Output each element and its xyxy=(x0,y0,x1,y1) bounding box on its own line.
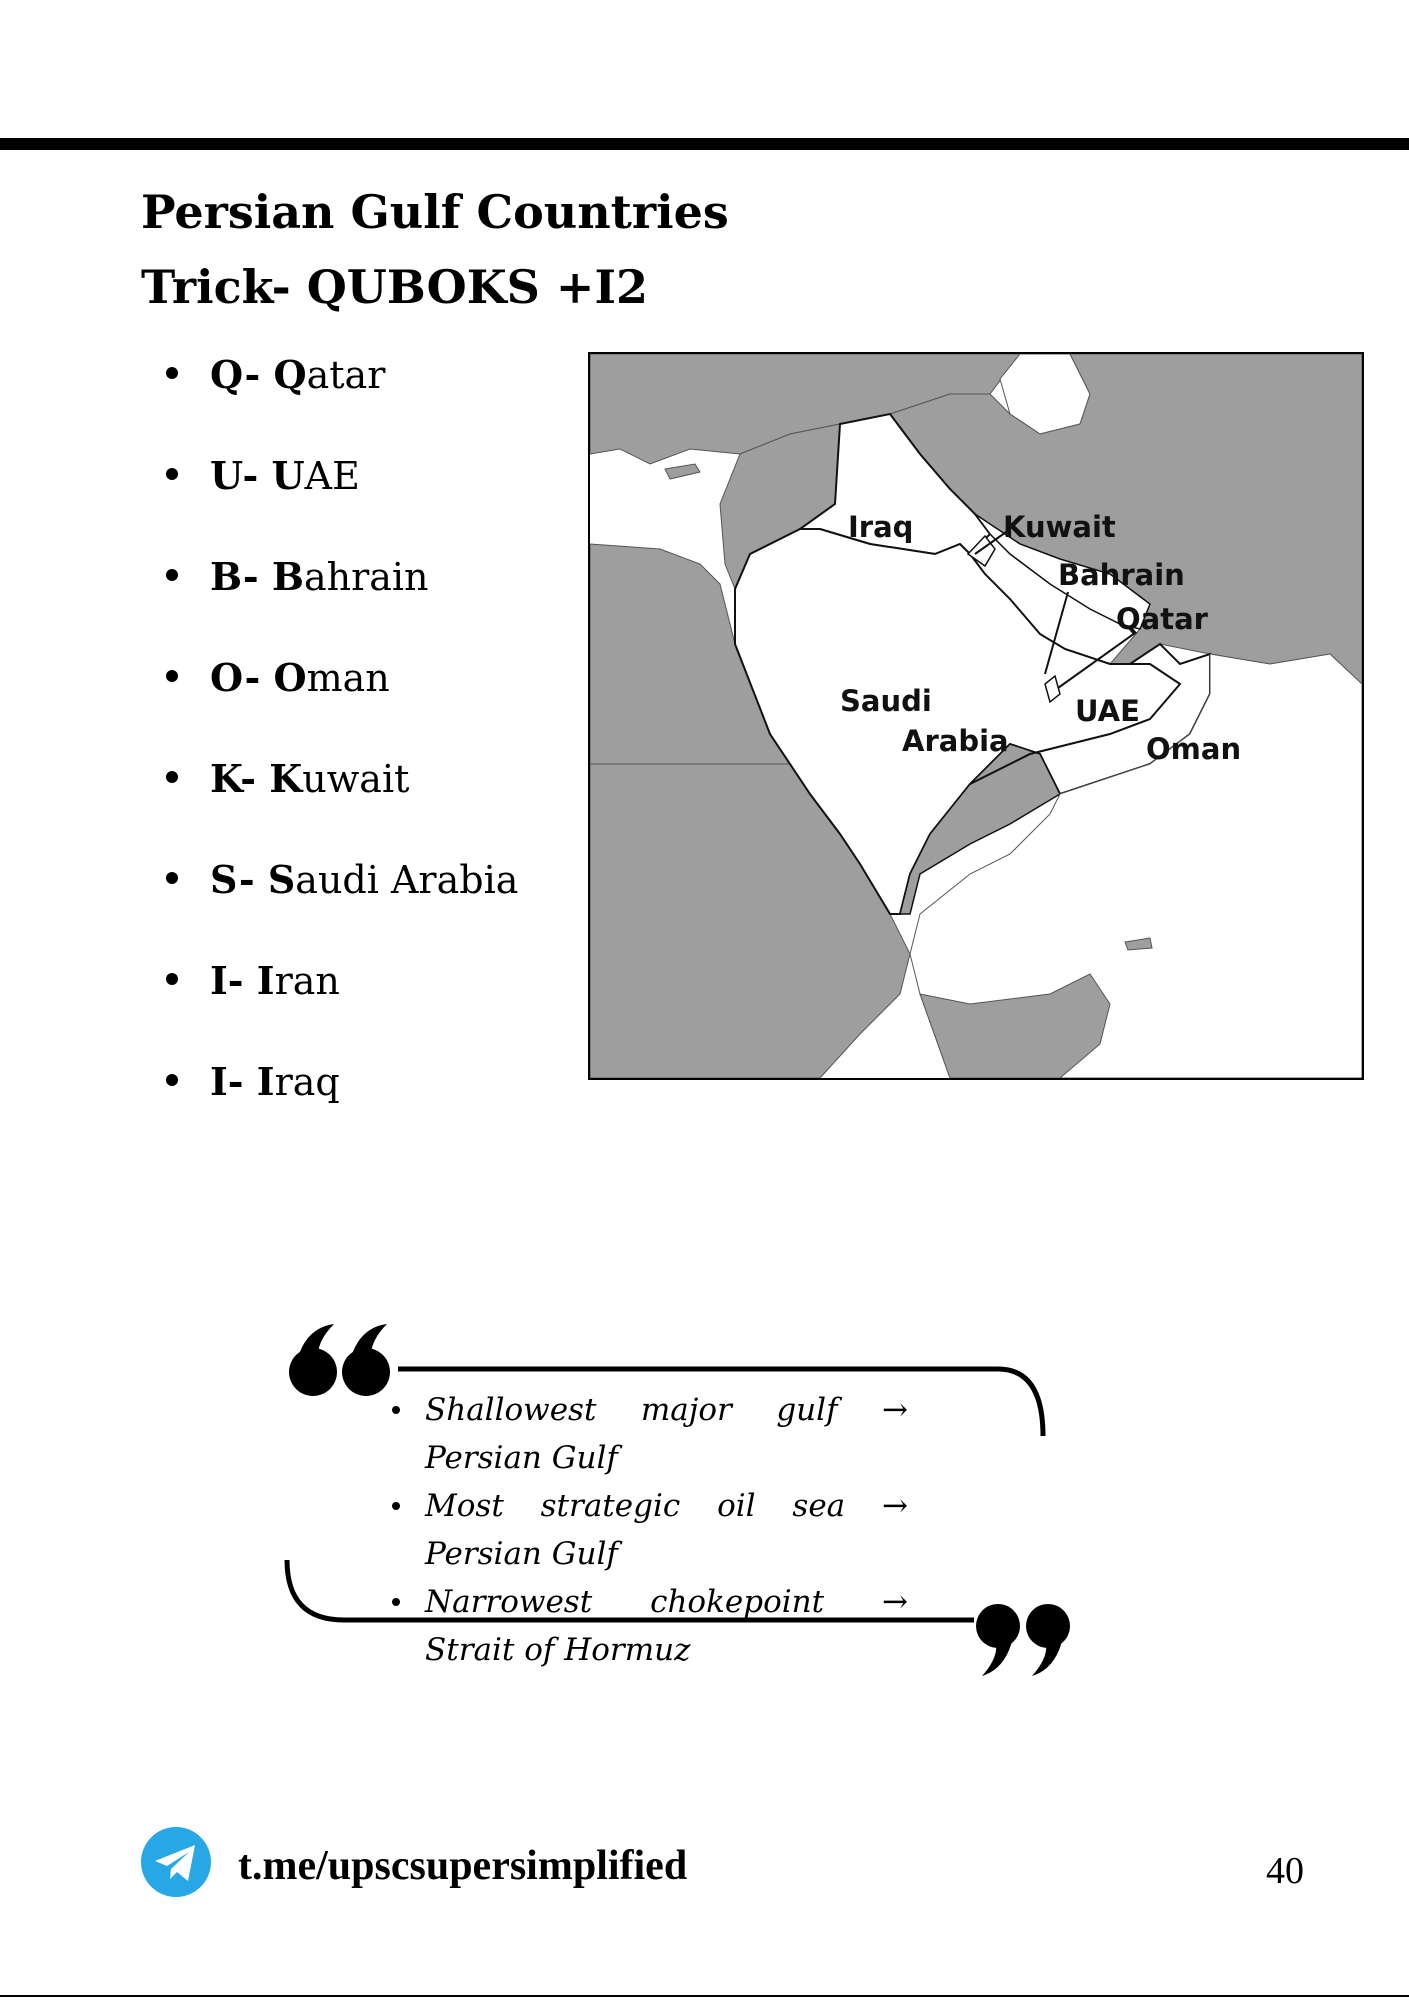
label-qatar: Qatar xyxy=(1116,602,1208,636)
bullet-icon xyxy=(392,1502,400,1510)
bullet-icon xyxy=(166,771,178,783)
map-svg xyxy=(590,354,1362,1078)
mnemonic-trick: Trick- QUBOKS +I2 xyxy=(141,260,648,314)
bullet-icon xyxy=(166,569,178,581)
bullet-icon xyxy=(166,1074,178,1086)
telegram-icon[interactable] xyxy=(141,1827,211,1897)
list-item: O- Oman xyxy=(160,648,518,749)
bullet-icon xyxy=(166,670,178,682)
label-oman: Oman xyxy=(1146,732,1242,766)
list-item: K- Kuwait xyxy=(160,749,518,850)
label-saudi-line1: Saudi xyxy=(840,684,932,718)
bullet-icon xyxy=(166,367,178,379)
page-number: 40 xyxy=(1266,1850,1304,1892)
list-item: Narrowest chokepoint → Strait of Hormuz xyxy=(388,1578,908,1674)
bullet-icon xyxy=(392,1598,400,1606)
bullet-icon xyxy=(166,872,178,884)
label-uae: UAE xyxy=(1075,694,1140,728)
page-title: Persian Gulf Countries xyxy=(141,185,729,239)
list-item: Q- Qatar xyxy=(160,345,518,446)
list-item: U- UAE xyxy=(160,446,518,547)
list-item: S- Saudi Arabia xyxy=(160,850,518,951)
label-kuwait: Kuwait xyxy=(1003,510,1116,544)
label-iraq: Iraq xyxy=(848,510,914,544)
list-item: Most strategic oil sea → Persian Gulf xyxy=(388,1482,908,1578)
label-bahrain: Bahrain xyxy=(1058,558,1185,592)
facts-list xyxy=(388,1386,908,1674)
persian-gulf-map xyxy=(588,352,1364,1080)
bullet-icon xyxy=(392,1406,400,1414)
telegram-link[interactable]: t.me/upscsupersimplified xyxy=(238,1843,688,1889)
list-item: B- Bahrain xyxy=(160,547,518,648)
country-list xyxy=(160,345,518,1153)
list-item: Shallowest major gulf → Persian Gulf xyxy=(388,1386,908,1482)
bullet-icon xyxy=(166,973,178,985)
list-item: I- Iraq xyxy=(160,1052,518,1153)
close-quote-icon xyxy=(976,1600,1076,1680)
key-facts-callout xyxy=(280,1320,1080,1668)
bullet-icon xyxy=(166,468,178,480)
open-quote-icon xyxy=(286,1320,396,1400)
top-rule xyxy=(0,138,1409,150)
list-item: I- Iran xyxy=(160,951,518,1052)
bottom-rule xyxy=(0,1995,1409,1997)
label-saudi-line2: Arabia xyxy=(902,724,1009,758)
